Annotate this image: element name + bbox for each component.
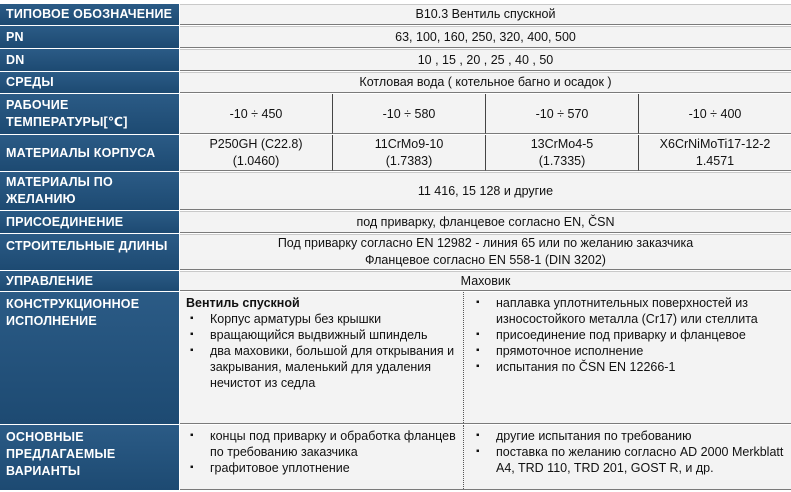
bullet-icon: ▪: [190, 462, 194, 473]
row-design: [0, 292, 791, 424]
list-item: ▪ испытания по ČSN EN 12266-1: [476, 360, 676, 374]
label-variants-line3: ВАРИАНТЫ: [6, 464, 81, 478]
temps-cells: [180, 94, 791, 134]
row-variants: [0, 425, 791, 490]
value-optional-materials: 11 416, 15 128 и другие: [180, 172, 791, 210]
temp-cell: -10 ÷ 450: [180, 94, 332, 134]
row-control: [0, 271, 791, 291]
list-item: ▪ поставка по желанию согласно AD 2000 Merkblatt A4, TRD 110, TRD 201, GOST R, и др.: [476, 445, 784, 475]
variants-left-list: [186, 428, 457, 476]
label-control: УПРАВЛЕНИЕ: [0, 271, 179, 291]
value-designation: B10.3 Вентиль спускной: [180, 4, 791, 25]
list-item: ▪ Корпус арматуры без крышки: [190, 312, 382, 326]
label-connection: ПРИСОЕДИНЕНИЕ: [0, 211, 179, 233]
row-lengths: [0, 234, 791, 270]
row-pn: [0, 26, 791, 48]
material-cell: P250GH (C22.8) (1.0460): [180, 135, 332, 171]
list-item: ▪ присоединение под приварку и фланцевое: [476, 328, 746, 342]
label-lengths: СТРОИТЕЛЬНЫЕ ДЛИНЫ: [0, 234, 179, 270]
label-design-line2: ИСПОЛНЕНИЕ: [6, 314, 97, 328]
design-right-list: [472, 295, 785, 375]
label-optional-materials: [0, 172, 179, 210]
material-cell: 11CrMo9-10 (1.7383): [332, 135, 485, 171]
row-dn: [0, 49, 791, 71]
label-dn: DN: [0, 49, 179, 71]
lengths-line2: Фланцевое согласно EN 558-1 (DIN 3202): [365, 253, 606, 267]
bullet-icon: ▪: [476, 361, 480, 372]
value-dn: 10 , 15 , 20 , 25 , 40 , 50: [180, 49, 791, 71]
material-cell: 13CrMo4-5 (1.7335): [485, 135, 638, 171]
label-variants-line2: ПРЕДЛАГАЕМЫЕ: [6, 447, 116, 461]
bullet-icon: ▪: [476, 329, 480, 340]
row-connection: [0, 211, 791, 233]
design-left-title: Вентиль спускной: [186, 296, 300, 310]
variants-left-column: [180, 425, 464, 489]
row-designation: [0, 4, 791, 25]
temp-cell: -10 ÷ 570: [485, 94, 638, 134]
design-right-column: [464, 292, 791, 423]
row-temps: [0, 94, 791, 134]
value-connection: под приварку, фланцевое согласно EN, ČSN: [180, 211, 791, 233]
variants-right-list: [472, 428, 785, 476]
label-design-line1: КОНСТРУКЦИОННОЕ: [6, 297, 140, 311]
bullet-icon: ▪: [476, 430, 480, 441]
row-body-materials: [0, 135, 791, 171]
bullet-icon: ▪: [476, 446, 480, 457]
design-left-column: [180, 292, 464, 423]
bullet-icon: ▪: [190, 345, 194, 356]
label-optional-line1: МАТЕРИАЛЫ ПО: [6, 175, 113, 189]
label-design: [0, 292, 179, 424]
row-media: [0, 72, 791, 93]
label-media: СРЕДЫ: [0, 72, 179, 93]
label-pn: PN: [0, 26, 179, 48]
body-material-cells: [180, 135, 791, 171]
temp-cell: -10 ÷ 400: [638, 94, 791, 134]
bullet-icon: ▪: [190, 430, 194, 441]
bullet-icon: ▪: [476, 297, 480, 308]
label-body-materials: МАТЕРИАЛЫ КОРПУСА: [0, 135, 179, 171]
material-cell: X6CrNiMoTi17-12-2 1.4571: [638, 135, 791, 171]
list-item: ▪ вращающийся выдвижный шпиндель: [190, 328, 428, 342]
list-item: ▪ наплавка уплотнительных поверхностей из износостойкого металла (Cr17) или стеллита: [476, 296, 758, 326]
value-media: Котловая вода ( котельное багно и осадок ): [180, 72, 791, 93]
label-temps-line1: РАБОЧИЕ: [6, 98, 69, 112]
list-item: ▪ графитовое уплотнение: [190, 461, 350, 475]
label-variants-line1: ОСНОВНЫЕ: [6, 430, 84, 444]
value-control: Маховик: [180, 271, 791, 291]
bullet-icon: ▪: [190, 329, 194, 340]
bullet-icon: ▪: [190, 313, 194, 324]
bullet-icon: ▪: [476, 345, 480, 356]
label-temps-line2: ТЕМПЕРАТУРЫ[℃]: [6, 115, 128, 129]
value-pn: 63, 100, 160, 250, 320, 400, 500: [180, 26, 791, 48]
label-variants: [0, 425, 179, 490]
list-item: ▪ другие испытания по требованию: [476, 429, 692, 443]
list-item: ▪ прямоточное исполнение: [476, 344, 644, 358]
label-optional-line2: ЖЕЛАНИЮ: [6, 192, 76, 206]
list-item: ▪ концы под приварку и обработка фланцев по требованию заказчика: [190, 429, 456, 459]
design-left-list: [186, 311, 457, 391]
label-designation: ТИПОВОЕ ОБОЗНАЧЕНИЕ: [0, 4, 179, 25]
temp-cell: -10 ÷ 580: [332, 94, 485, 134]
label-temps: [0, 94, 179, 134]
lengths-line1: Под приварку согласно EN 12982 - линия 65 или по желанию заказчика: [277, 236, 694, 250]
variants-body: [180, 425, 791, 490]
list-item: ▪ два маховики, большой для открывания и закрывания, маленький для удаления нечистот из седла: [190, 344, 455, 390]
variants-right-column: [464, 425, 791, 489]
value-lengths: [180, 234, 791, 270]
row-optional-materials: [0, 172, 791, 210]
design-body: [180, 292, 791, 424]
